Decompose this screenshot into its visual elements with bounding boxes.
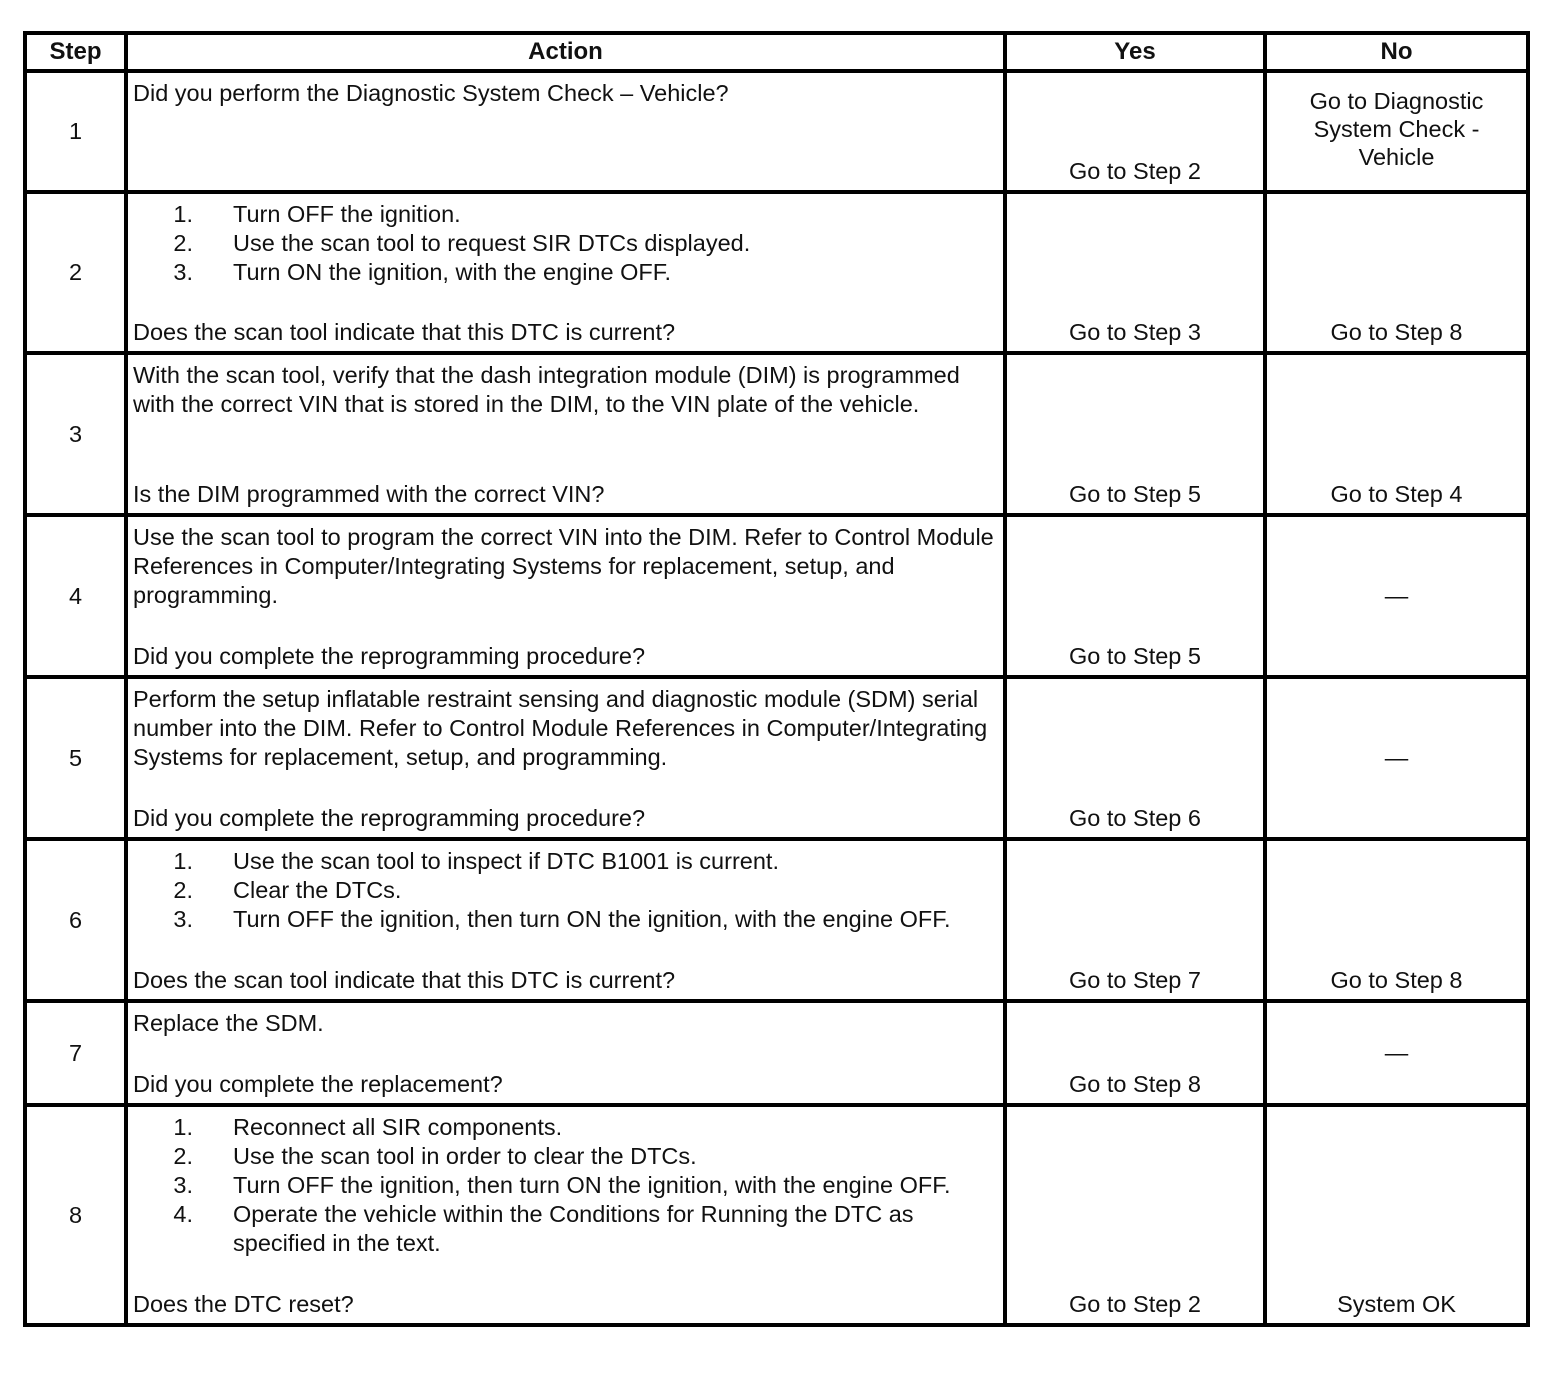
no-result: Go to Step 4 <box>1330 481 1463 507</box>
action-text: Use the scan tool to program the correct VIN into the DIM. Refer to Control Module References in Computer/Integrating Systems for replacement, setup, and programming. <box>133 524 994 608</box>
action-cell <box>126 839 1005 1001</box>
action-text: Replace the SDM. <box>133 1010 324 1036</box>
action-cell <box>126 353 1005 515</box>
header-row <box>25 33 1528 71</box>
action-cell <box>126 1001 1005 1105</box>
table-row <box>25 192 1528 353</box>
header-action: Action <box>126 33 1005 71</box>
no-result: — <box>1384 1039 1409 1066</box>
no-cell <box>1265 71 1528 192</box>
table-row <box>25 677 1528 839</box>
no-result: — <box>1384 744 1409 771</box>
step-number: 6 <box>25 839 126 1001</box>
list-item: 1. Turn OFF the ignition. <box>173 201 461 227</box>
no-cell <box>1265 1001 1528 1105</box>
step-number: 4 <box>25 515 126 677</box>
yes-result: Go to Step 5 <box>1069 643 1201 669</box>
action-text: Did you perform the Diagnostic System Check – Vehicle? <box>133 80 729 106</box>
no-cell <box>1265 1105 1528 1325</box>
step-number: 7 <box>25 1001 126 1105</box>
header-no: No <box>1265 33 1528 71</box>
no-cell <box>1265 353 1528 515</box>
no-result: Go to Diagnostic System Check - Vehicle <box>1309 88 1484 170</box>
yes-result: Go to Step 7 <box>1069 967 1201 993</box>
yes-cell <box>1005 1001 1265 1105</box>
no-cell <box>1265 192 1528 353</box>
action-cell <box>126 677 1005 839</box>
header-step: Step <box>25 33 126 71</box>
no-result: — <box>1384 582 1409 609</box>
yes-cell <box>1005 839 1265 1001</box>
list-item: 1. Use the scan tool to inspect if DTC B1001 is current. <box>173 848 779 874</box>
step-number: 3 <box>25 353 126 515</box>
yes-cell <box>1005 1105 1265 1325</box>
action-question: Does the DTC reset? <box>133 1291 354 1317</box>
action-text: Perform the setup inflatable restraint sensing and diagnostic module (SDM) serial number into the DIM. Refer to Control Module References in Computer/Integrating Systems for replacement, setup, and programming. <box>133 686 988 770</box>
list-item: 2. Clear the DTCs. <box>173 877 402 903</box>
action-question: Is the DIM programmed with the correct VIN? <box>133 481 605 507</box>
action-question: Did you complete the reprogramming procedure? <box>133 805 646 831</box>
table-row <box>25 515 1528 677</box>
list-item: 4. Operate the vehicle within the Conditions for Running the DTC as specified in the text. <box>173 1201 914 1256</box>
yes-result: Go to Step 2 <box>1069 158 1201 184</box>
no-result: Go to Step 8 <box>1330 967 1463 993</box>
yes-result: Go to Step 3 <box>1069 319 1201 345</box>
step-number: 1 <box>25 71 126 192</box>
step-number: 5 <box>25 677 126 839</box>
no-cell <box>1265 677 1528 839</box>
yes-result: Go to Step 2 <box>1069 1291 1201 1317</box>
yes-cell <box>1005 71 1265 192</box>
list-item: 3. Turn OFF the ignition, then turn ON the ignition, with the engine OFF. <box>173 1172 951 1198</box>
list-item: 3. Turn ON the ignition, with the engine OFF. <box>173 259 672 285</box>
no-result: Go to Step 8 <box>1330 319 1463 345</box>
diagnostic-table <box>23 31 1530 1327</box>
table-row <box>25 1105 1528 1325</box>
list-item: 3. Turn OFF the ignition, then turn ON the ignition, with the engine OFF. <box>173 906 951 932</box>
action-steps-list <box>133 1113 997 1258</box>
action-cell <box>126 1105 1005 1325</box>
list-item: 2. Use the scan tool in order to clear the DTCs. <box>173 1143 697 1169</box>
yes-result: Go to Step 5 <box>1069 481 1201 507</box>
no-cell <box>1265 515 1528 677</box>
action-question: Does the scan tool indicate that this DTC is current? <box>133 967 676 993</box>
table-row <box>25 353 1528 515</box>
yes-result: Go to Step 8 <box>1069 1071 1201 1097</box>
action-question: Does the scan tool indicate that this DTC is current? <box>133 319 676 345</box>
yes-cell <box>1005 353 1265 515</box>
yes-cell <box>1005 677 1265 839</box>
table-row <box>25 1001 1528 1105</box>
yes-cell <box>1005 192 1265 353</box>
action-steps-list <box>133 200 997 287</box>
action-cell <box>126 192 1005 353</box>
action-cell <box>126 71 1005 192</box>
table-row <box>25 71 1528 192</box>
action-question: Did you complete the replacement? <box>133 1071 503 1097</box>
no-result: System OK <box>1337 1291 1456 1317</box>
action-cell <box>126 515 1005 677</box>
action-text: With the scan tool, verify that the dash integration module (DIM) is programmed with the correct VIN that is stored in the DIM, to the VIN plate of the vehicle. <box>133 362 960 417</box>
table-row <box>25 839 1528 1001</box>
list-item: 1. Reconnect all SIR components. <box>173 1114 563 1140</box>
list-item: 2. Use the scan tool to request SIR DTCs displayed. <box>173 230 751 256</box>
action-question: Did you complete the reprogramming procedure? <box>133 643 646 669</box>
yes-result: Go to Step 6 <box>1069 805 1201 831</box>
yes-cell <box>1005 515 1265 677</box>
action-steps-list <box>133 847 997 934</box>
step-number: 2 <box>25 192 126 353</box>
no-cell <box>1265 839 1528 1001</box>
step-number: 8 <box>25 1105 126 1325</box>
header-yes: Yes <box>1005 33 1265 71</box>
